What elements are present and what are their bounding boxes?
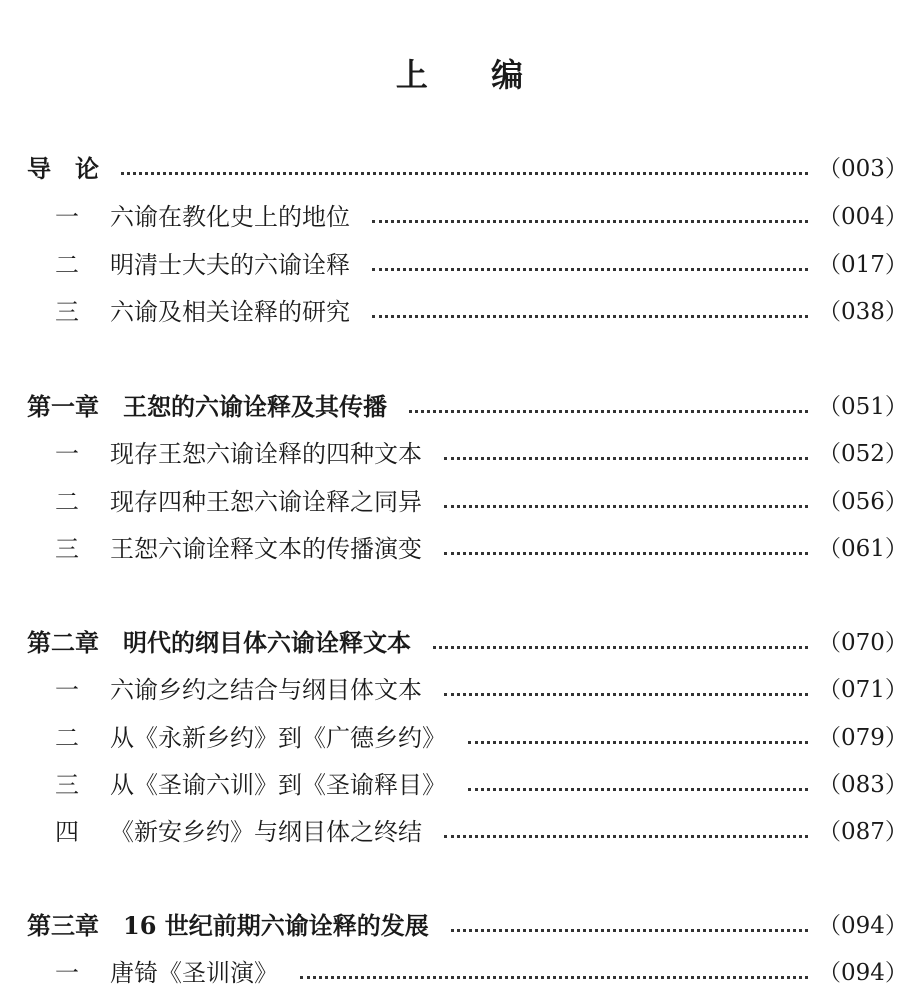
toc-section-entry[interactable] (0, 669, 919, 705)
toc-entry-title: 六谕乡约之结合与纲目体文本 (110, 675, 422, 704)
toc-entry-number: 二 (55, 723, 79, 752)
toc-page-number: （052） (818, 440, 908, 467)
toc-entry-title: 唐锜《圣训演》 (110, 958, 278, 987)
toc-entry-title: 第三章 16 世纪前期六谕诠释的发展 (27, 910, 429, 940)
toc-page-number: （070） (818, 629, 908, 656)
dot-leader (433, 644, 808, 649)
toc-entry-number: 二 (55, 250, 79, 279)
toc-chapter-entry[interactable] (0, 622, 919, 658)
toc-page-number: （083） (818, 771, 908, 798)
toc-section-entry[interactable] (0, 291, 919, 327)
toc-chapter-entry[interactable] (0, 386, 919, 422)
dot-leader (372, 266, 808, 271)
toc-entry-number: 三 (55, 297, 79, 326)
toc-entry-title: 明清士大夫的六谕诠释 (110, 250, 350, 279)
toc-section-entry[interactable] (0, 528, 919, 564)
page-title: 上 编 (395, 56, 550, 94)
toc-section-entry[interactable] (0, 433, 919, 469)
dot-leader (468, 786, 808, 791)
dot-leader (468, 739, 808, 744)
toc-entry-number: 一 (55, 675, 79, 704)
toc-section-entry[interactable] (0, 481, 919, 517)
toc-page-number: （038） (818, 298, 908, 325)
toc-entry-number: 一 (55, 958, 79, 987)
toc-entry-title: 现存四种王恕六谕诠释之同异 (110, 487, 422, 516)
toc-section-entry[interactable] (0, 764, 919, 800)
toc-entry-number: 一 (55, 439, 79, 468)
toc-entry-title: 从《圣谕六训》到《圣谕释目》 (110, 770, 446, 799)
toc-page-number: （079） (818, 724, 908, 751)
toc-page-number: （061） (818, 535, 908, 562)
toc-entry-title: 现存王恕六谕诠释的四种文本 (110, 439, 422, 468)
toc-page-number: （004） (818, 203, 908, 230)
dot-leader (372, 313, 808, 318)
dot-leader (444, 550, 808, 555)
toc-page-number: （071） (818, 676, 908, 703)
toc-section-entry[interactable] (0, 196, 919, 232)
toc-entry-title: 从《永新乡约》到《广德乡约》 (110, 723, 446, 752)
toc-page-number: （087） (818, 818, 908, 845)
dot-leader (444, 503, 808, 508)
toc-entry-number: 一 (55, 202, 79, 231)
toc-section-entry[interactable] (0, 717, 919, 753)
dot-leader (444, 455, 808, 460)
toc-chapter-entry[interactable] (0, 905, 919, 941)
toc-entry-number: 三 (55, 770, 79, 799)
toc-section-entry[interactable] (0, 952, 919, 988)
toc-entry-title: 六谕及相关诠释的研究 (110, 297, 350, 326)
toc-chapter-entry[interactable] (0, 148, 919, 184)
toc-entry-title: 《新安乡约》与纲目体之终结 (110, 817, 422, 846)
toc-page-number: （003） (818, 155, 908, 182)
dot-leader (451, 927, 808, 932)
toc-page-number: （051） (818, 393, 908, 420)
toc-section-entry[interactable] (0, 811, 919, 847)
toc-entry-number: 三 (55, 534, 79, 563)
dot-leader (372, 218, 808, 223)
dot-leader (300, 974, 808, 979)
toc-page-number: （094） (818, 959, 908, 986)
toc-entry-title: 王恕六谕诠释文本的传播演变 (110, 534, 422, 563)
toc-entry-title: 六谕在教化史上的地位 (110, 202, 350, 231)
toc-section-entry[interactable] (0, 244, 919, 280)
dot-leader (409, 408, 808, 413)
dot-leader (121, 170, 808, 175)
toc-entry-title: 第一章 王恕的六谕诠释及其传播 (27, 391, 387, 421)
toc-entry-number: 二 (55, 487, 79, 516)
toc-entry-title: 导 论 (27, 153, 99, 183)
toc-entry-number: 四 (55, 817, 79, 846)
toc-page-number: （056） (818, 488, 908, 515)
dot-leader (444, 833, 808, 838)
toc-page-number: （094） (818, 912, 908, 939)
toc-entry-title: 第二章 明代的纲目体六谕诠释文本 (27, 627, 411, 657)
dot-leader (444, 691, 808, 696)
toc-page-number: （017） (818, 251, 908, 278)
